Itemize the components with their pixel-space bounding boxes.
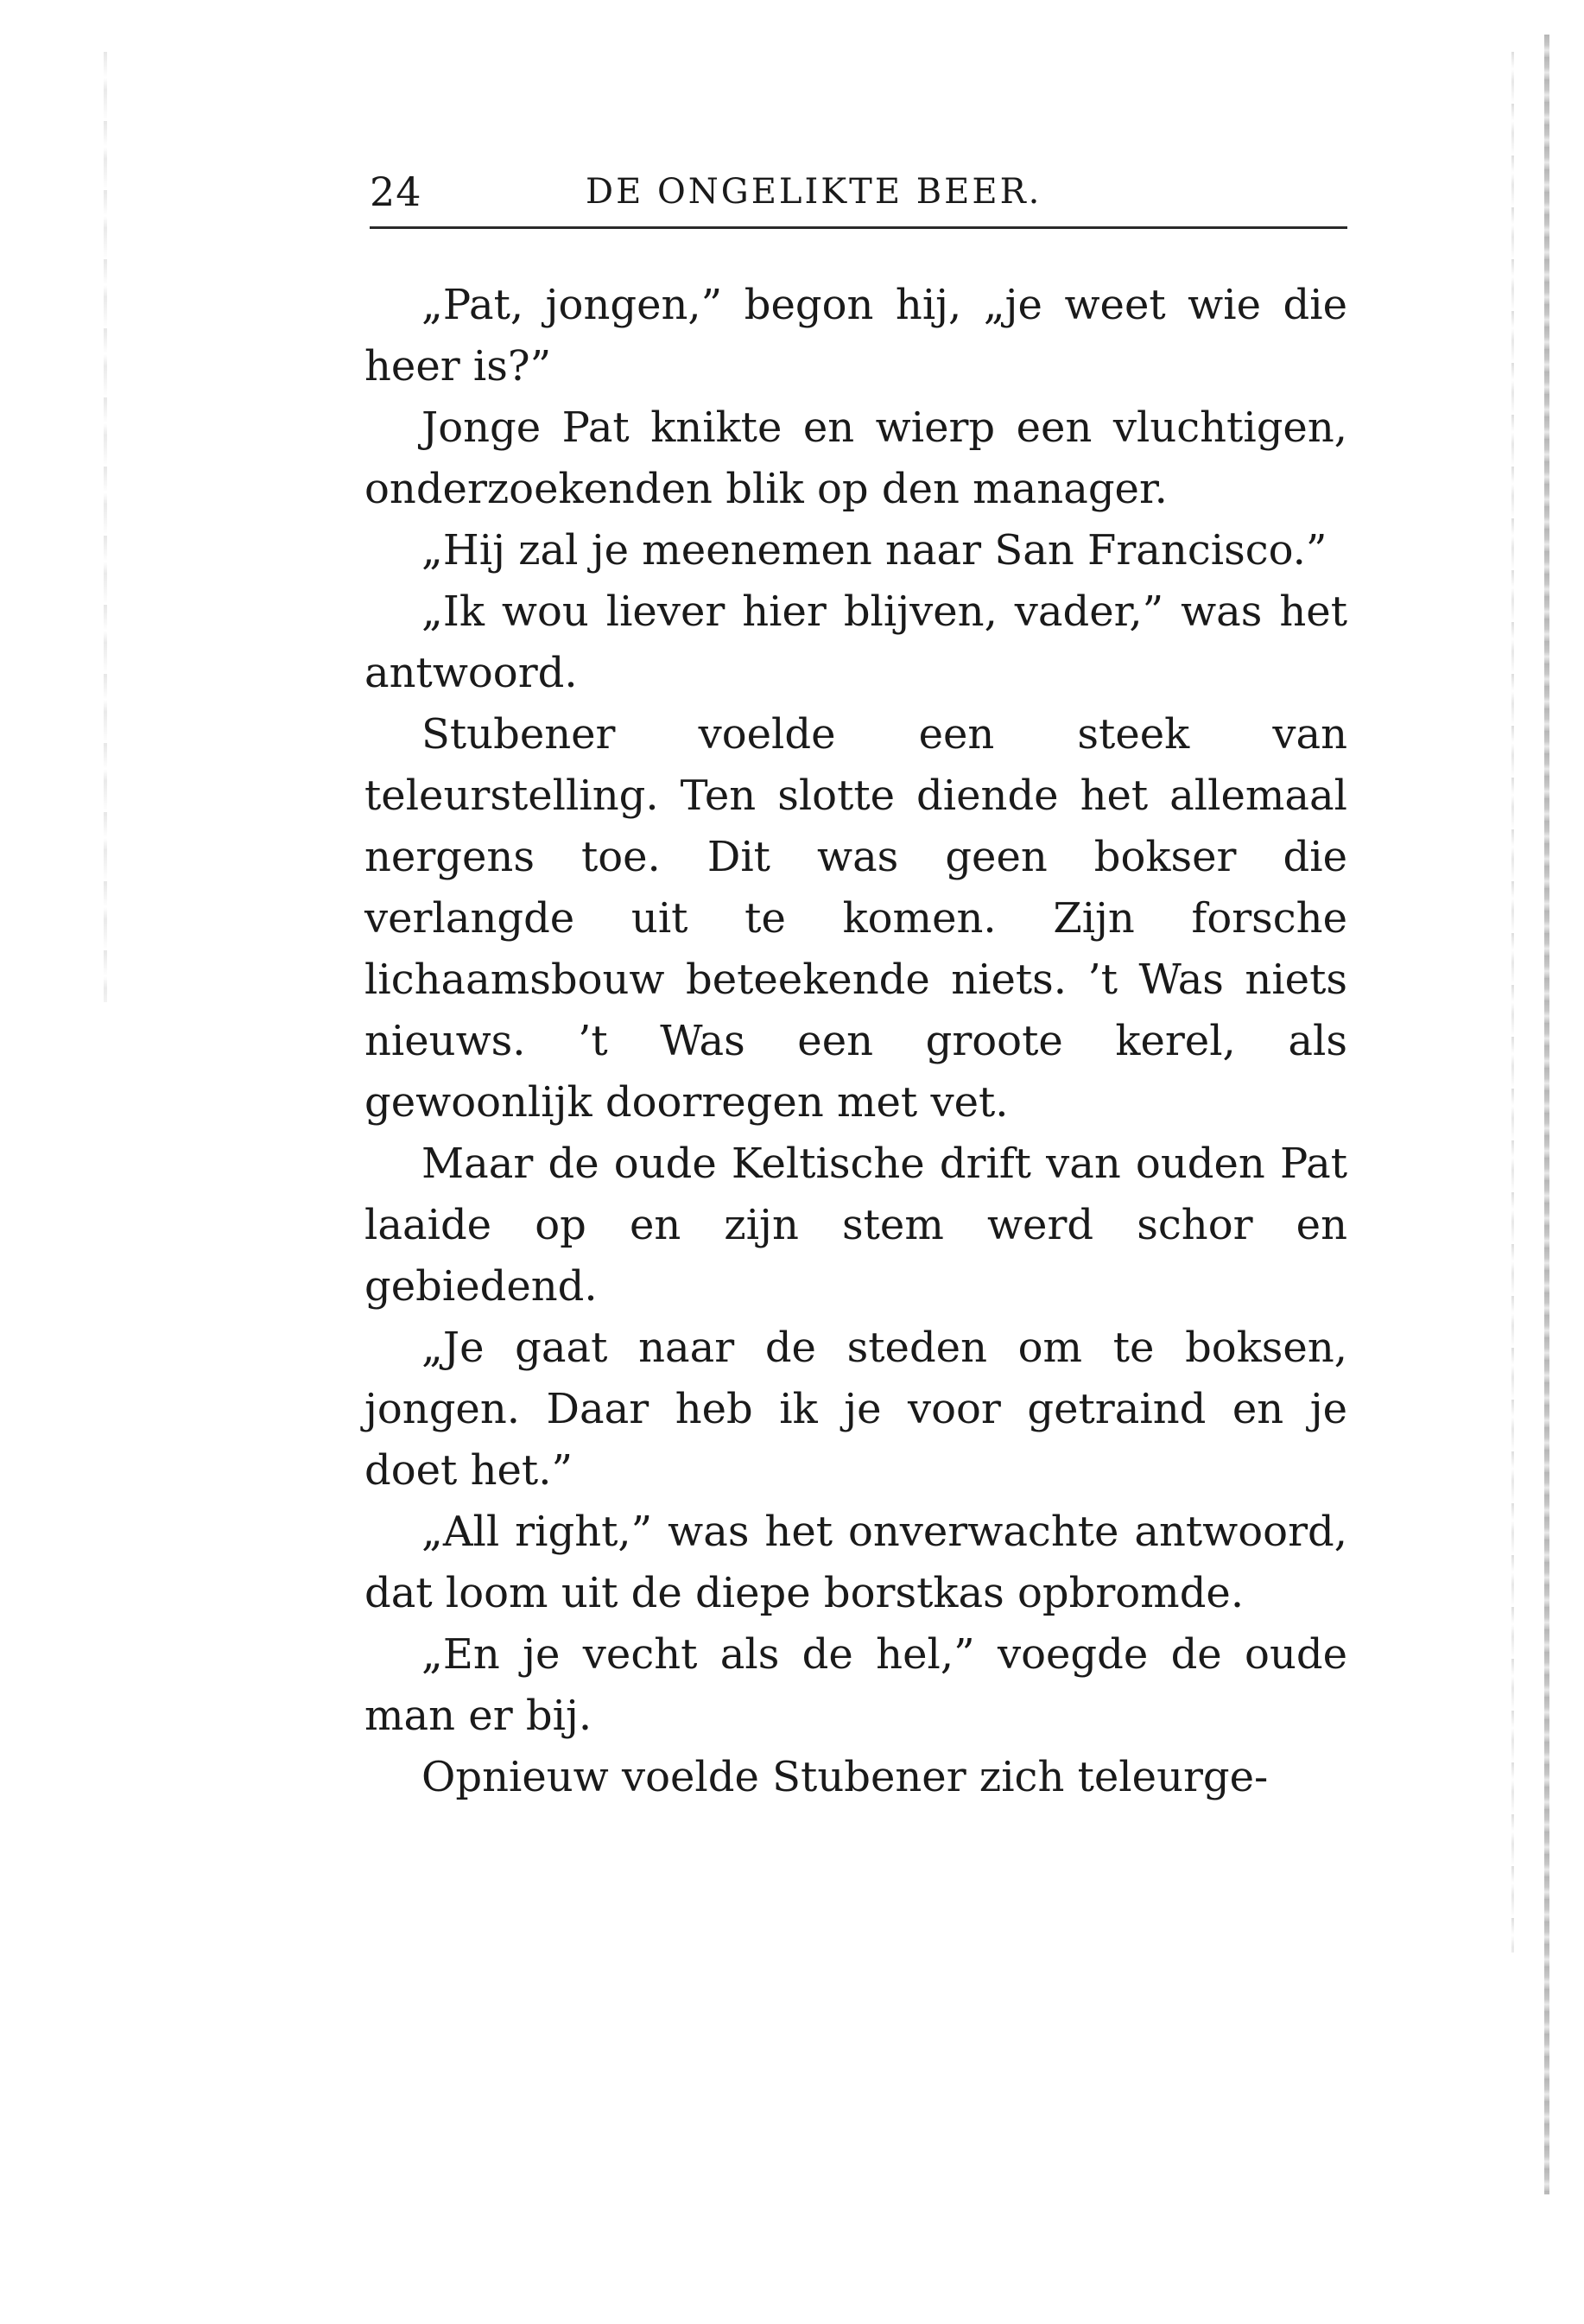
paragraph: Stubener voelde een steek van teleurstelling. Ten slotte diende het allemaal nergens toe. Dit was geen bokser die verlangde uit te komen. Zijn forsche lichaamsbouw beteekende niets. ’t Was niets nieuws. ’t Was een groote kerel, als gewoonlijk doorregen met vet. xyxy=(364,710,1347,1127)
body-text xyxy=(364,275,1347,1808)
paragraph: „Ik wou liever hier blijven, vader,” was het antwoord. xyxy=(364,587,1347,697)
scan-edge-right xyxy=(1544,35,1549,2194)
running-title: DE ONGELIKTE BEER. xyxy=(586,172,1042,212)
page-header xyxy=(370,168,1346,229)
header-rule xyxy=(370,226,1347,229)
scan-edge-left xyxy=(104,52,107,1002)
paragraph: „Pat, jongen,” begon hij, „je weet wie die heer is?” xyxy=(364,281,1347,391)
paragraph: „Hij zal je meenemen naar San Francisco.” xyxy=(421,526,1327,575)
paragraph: Opnieuw voelde Stubener zich teleurge- xyxy=(421,1753,1269,1801)
paragraph: Maar de oude Keltische drift van ouden Pat laaide op en zijn stem werd schor en gebiedend. xyxy=(364,1140,1347,1311)
paragraph: Jonge Pat knikte en wierp een vluchtigen, onderzoekenden blik op den manager. xyxy=(364,403,1347,513)
scan-edge-right-inner xyxy=(1511,52,1514,1953)
paragraph: „All right,” was het onverwachte antwoord, dat loom uit de diepe borstkas opbromde. xyxy=(364,1508,1347,1617)
paragraph: „En je vecht als de hel,” voegde de oude man er bij. xyxy=(364,1630,1347,1740)
paragraph: „Je gaat naar de steden om te boksen, jongen. Daar heb ik je voor getraind en je doet het.” xyxy=(364,1324,1347,1495)
page-number: 24 xyxy=(370,168,422,215)
